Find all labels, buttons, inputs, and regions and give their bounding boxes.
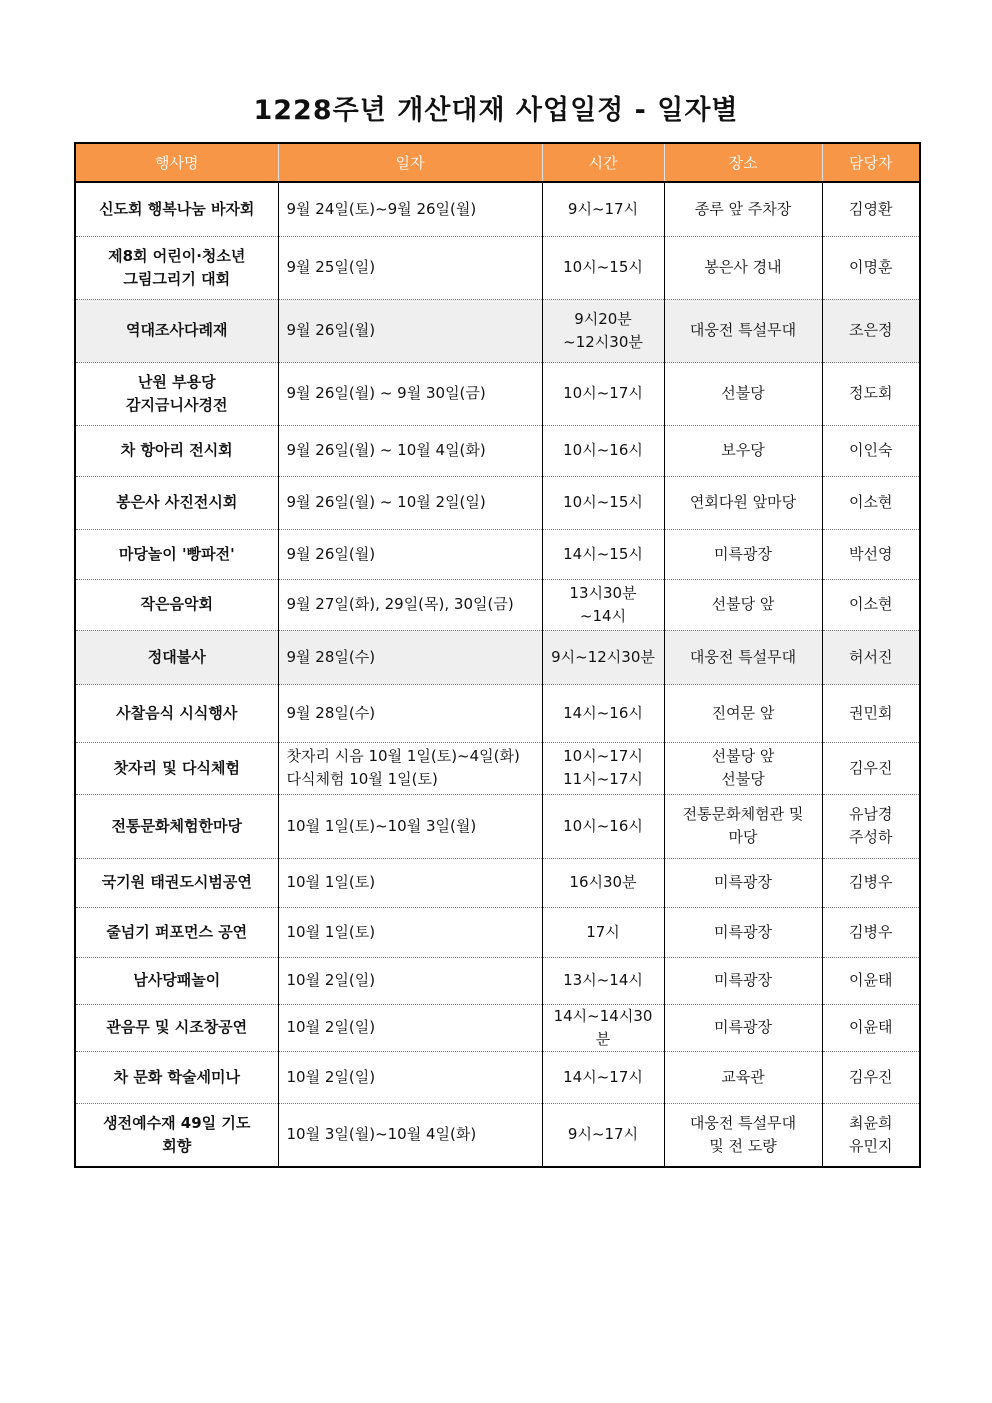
date-cell: 9월 24일(토)~9월 26일(월): [278, 182, 542, 236]
date-cell: 10월 2일(일): [278, 1004, 542, 1051]
time-cell: 10시~16시: [542, 425, 664, 476]
person-cell: 이명훈: [822, 236, 920, 299]
event-name-cell: 차 문화 학술세미나: [75, 1051, 278, 1103]
time-cell: 10시~15시: [542, 476, 664, 529]
time-cell: 14시~17시: [542, 1051, 664, 1103]
header-date: 일자: [278, 143, 542, 182]
place-cell: 보우당: [664, 425, 822, 476]
place-cell: 대웅전 특설무대: [664, 630, 822, 684]
event-name-cell: 찻자리 및 다식체험: [75, 742, 278, 794]
event-name-cell: 제8회 어린이·청소년 그림그리기 대회: [75, 236, 278, 299]
time-cell: 10시~17시: [542, 362, 664, 425]
date-cell: 9월 26일(월): [278, 299, 542, 362]
event-name-cell: 남사당패놀이: [75, 957, 278, 1004]
date-cell: 9월 27일(화), 29일(목), 30일(금): [278, 579, 542, 630]
place-cell: 미륵광장: [664, 1004, 822, 1051]
date-cell: 9월 28일(수): [278, 630, 542, 684]
place-cell: 종루 앞 주차장: [664, 182, 822, 236]
time-cell: 16시30분: [542, 858, 664, 907]
time-cell: 13시~14시: [542, 957, 664, 1004]
schedule-table: [74, 142, 921, 1168]
person-cell: 허서진: [822, 630, 920, 684]
person-cell: 조은정: [822, 299, 920, 362]
date-cell: 10월 1일(토): [278, 858, 542, 907]
event-name-cell: 봉은사 사진전시회: [75, 476, 278, 529]
table-row: [75, 579, 920, 630]
place-cell: 연회다원 앞마당: [664, 476, 822, 529]
person-cell: 이소현: [822, 579, 920, 630]
place-cell: 미륵광장: [664, 907, 822, 957]
time-cell: 9시~17시: [542, 182, 664, 236]
table-row: [75, 684, 920, 742]
table-row: [75, 630, 920, 684]
date-cell: 10월 2일(일): [278, 957, 542, 1004]
event-name-cell: 생전예수재 49일 기도 회향: [103, 1113, 251, 1155]
date-cell: 9월 28일(수): [278, 684, 542, 742]
event-name-cell: 국기원 태권도시범공연: [75, 858, 278, 907]
time-cell: 10시~16시: [542, 794, 664, 858]
date-cell: 10월 1일(토)~10월 3일(월): [278, 794, 542, 858]
time-cell: 9시~12시30분: [542, 630, 664, 684]
place-cell: 선불당 앞: [664, 579, 822, 630]
event-name-cell: 정대불사: [75, 630, 278, 684]
table-row: [75, 236, 920, 299]
date-cell: 10월 1일(토): [278, 907, 542, 957]
table-row: [75, 794, 920, 858]
date-cell: 9월 26일(월): [278, 529, 542, 579]
place-cell: 전통문화체험관 및 마당: [664, 794, 822, 858]
event-name-cell: 차 항아리 전시회: [75, 425, 278, 476]
table-row: [75, 742, 920, 794]
date-cell: 9월 26일(월) ~ 10월 2일(일): [278, 476, 542, 529]
event-name-cell: 관음무 및 시조창공연: [75, 1004, 278, 1051]
date-cell: 9월 25일(일): [278, 236, 542, 299]
time-cell: 14시~15시: [542, 529, 664, 579]
event-name-cell: 신도회 행복나눔 바자회: [75, 182, 278, 236]
person-cell: 이윤태: [822, 957, 920, 1004]
event-name-cell: 역대조사다례재: [75, 299, 278, 362]
place-cell: 교육관: [664, 1051, 822, 1103]
event-name-cell: 줄넘기 퍼포먼스 공연: [75, 907, 278, 957]
time-cell: 10시~17시 11시~17시: [542, 742, 664, 794]
place-cell: 대웅전 특설무대 및 전 도량: [664, 1103, 822, 1167]
place-cell: 미륵광장: [664, 858, 822, 907]
header-time: 시간: [542, 143, 664, 182]
person-cell: 김우진: [822, 1051, 920, 1103]
table-row: [75, 1103, 920, 1167]
date-cell: 찻자리 시음 10월 1일(토)~4일(화) 다식체험 10월 1일(토): [278, 742, 542, 794]
place-cell: 진여문 앞: [664, 684, 822, 742]
person-cell: 유남경 주성하: [822, 794, 920, 858]
header-person: 담당자: [822, 143, 920, 182]
header-event-name: 행사명: [75, 143, 278, 182]
time-cell: 13시30분 ~14시: [542, 579, 664, 630]
date-cell: 10월 3일(월)~10월 4일(화): [278, 1103, 542, 1167]
table-row: [75, 957, 920, 1004]
date-cell: 9월 26일(월) ~ 10월 4일(화): [278, 425, 542, 476]
event-name-cell: 작은음악회: [75, 579, 278, 630]
event-name-cell: 전통문화체험한마당: [75, 794, 278, 858]
event-name-cell: 사찰음식 시식행사: [75, 684, 278, 742]
place-cell: 봉은사 경내: [664, 236, 822, 299]
place-cell: 미륵광장: [664, 957, 822, 1004]
person-cell: 이윤태: [822, 1004, 920, 1051]
header-place: 장소: [664, 143, 822, 182]
person-cell: 이인숙: [822, 425, 920, 476]
person-cell: 박선영: [822, 529, 920, 579]
person-cell: 최윤희 유민지: [822, 1103, 920, 1167]
time-cell: 14시~16시: [542, 684, 664, 742]
time-cell: 14시~14시30분: [542, 1004, 664, 1051]
event-name-cell: 난원 부용당 감지금니사경전: [75, 362, 278, 425]
time-cell: 10시~15시: [542, 236, 664, 299]
person-cell: 김영환: [822, 182, 920, 236]
event-name-cell: 마당놀이 '빵파전': [75, 529, 278, 579]
table-row: [75, 182, 920, 236]
table-row: [75, 425, 920, 476]
table-row: [75, 299, 920, 362]
date-cell: 9월 26일(월) ~ 9월 30일(금): [278, 362, 542, 425]
table-row: [75, 1051, 920, 1103]
table-row: [75, 362, 920, 425]
place-cell: 선불당 앞 선불당: [664, 742, 822, 794]
person-cell: 권민회: [822, 684, 920, 742]
time-cell: 9시20분 ~12시30분: [542, 299, 664, 362]
person-cell: 이소현: [822, 476, 920, 529]
person-cell: 김병우: [822, 907, 920, 957]
table-row: [75, 1004, 920, 1051]
person-cell: 정도회: [822, 362, 920, 425]
table-row: [75, 858, 920, 907]
time-cell: 9시~17시: [542, 1103, 664, 1167]
table-row: [75, 907, 920, 957]
date-cell: 10월 2일(일): [278, 1051, 542, 1103]
header-row: [75, 143, 920, 182]
person-cell: 김병우: [822, 858, 920, 907]
place-cell: 선불당: [664, 362, 822, 425]
person-cell: 김우진: [822, 742, 920, 794]
place-cell: 미륵광장: [664, 529, 822, 579]
time-cell: 17시: [542, 907, 664, 957]
table-row: [75, 529, 920, 579]
page-title: 1228주년 개산대재 사업일정 - 일자별: [253, 95, 739, 126]
table-row: [75, 476, 920, 529]
place-cell: 대웅전 특설무대: [664, 299, 822, 362]
